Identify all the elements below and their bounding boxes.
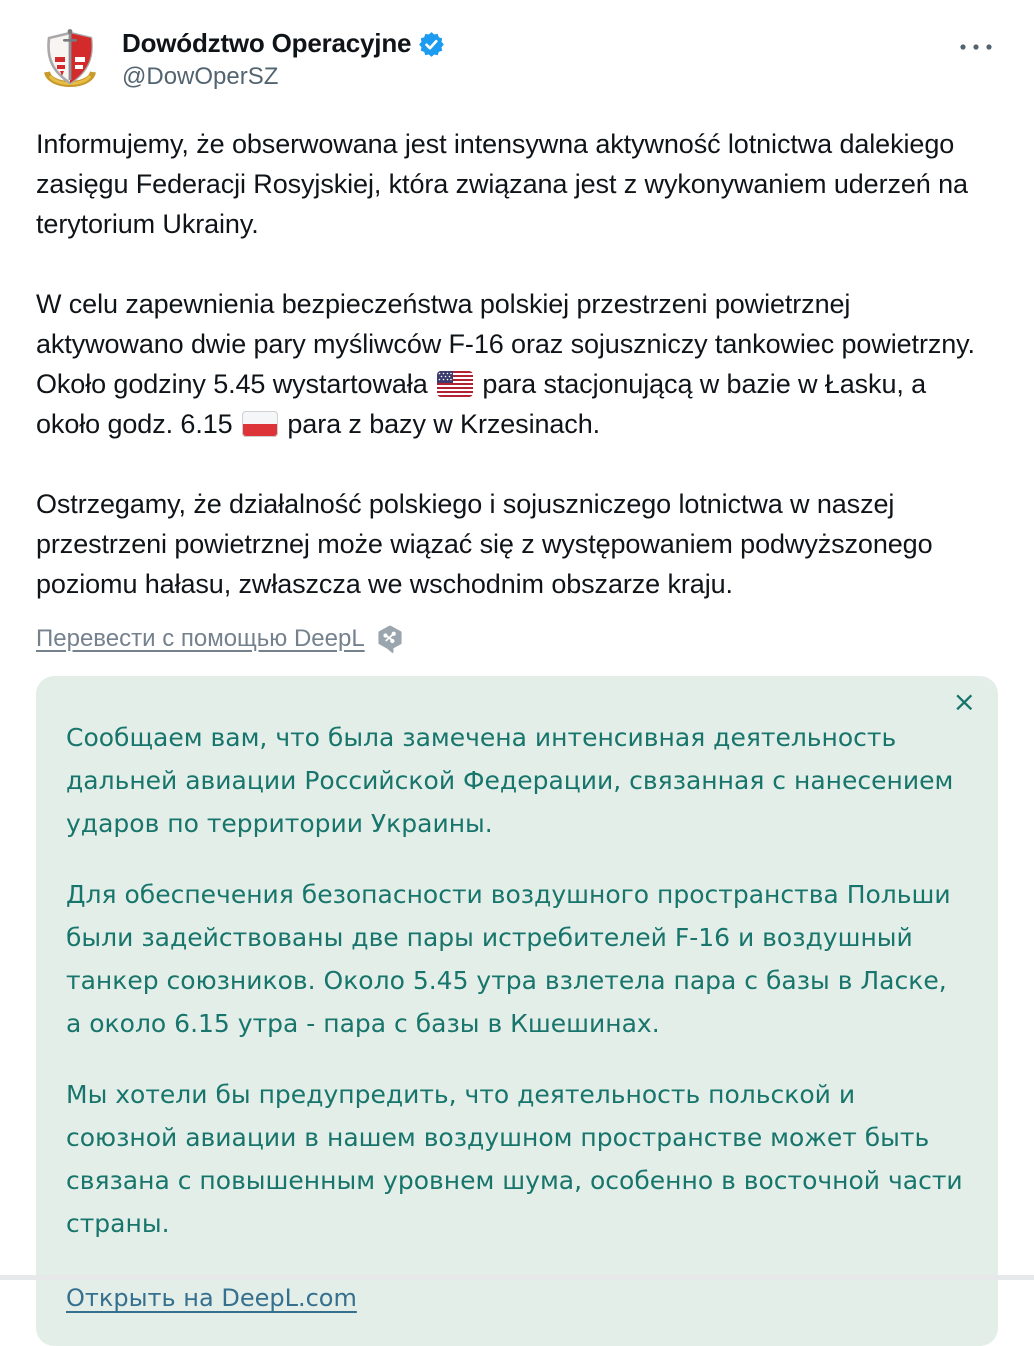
poland-flag-icon — [242, 411, 278, 437]
tweet-paragraph-3: Ostrzegamy, że działalność polskiego i sojuszniczego lotnictwa w naszej przestrzeni powietrznej może wiązać się z występowaniem podwyższonego poziomu hałasu, zwłaszcza we wschodnim obszarze kraju. — [36, 489, 933, 599]
tweet-paragraph-2 — [36, 284, 976, 444]
translation-paragraph-3: Мы хотели бы предупредить, что деятельность польской и союзной авиации в нашем воздушном пространстве может быть связана с повышенным уровнем шума, особенно в восточной части страны. — [66, 1080, 963, 1238]
author-names — [122, 26, 445, 91]
translate-with-deepl-link[interactable]: Перевести с помощью DeepL — [36, 625, 365, 652]
author-name-row[interactable] — [122, 28, 445, 59]
more-button[interactable] — [954, 36, 998, 59]
author-display-name: Dowództwo Operacyjne — [122, 28, 412, 58]
translation-paragraph-1: Сообщаем вам, что была замечена интенсивная деятельность дальней авиации Российской Федерации, связанная с нанесением ударов по территории Украины. — [66, 723, 954, 838]
tweet-header — [36, 26, 998, 94]
translation-card — [36, 676, 998, 1346]
translate-row — [36, 624, 998, 654]
verified-badge-icon — [418, 31, 445, 58]
tweet-paragraph-2-segment: para z bazy w Krzesinach. — [287, 409, 601, 439]
more-icon — [958, 42, 994, 52]
military-crest-icon — [36, 26, 104, 94]
close-icon[interactable]: × — [952, 685, 976, 718]
author-handle[interactable]: @DowOperSZ — [122, 63, 279, 90]
tweet-paragraph-2-segment: para stacjonującą w bazie w Łasku, a około godz. 6.15 — [36, 369, 927, 439]
tweet-paragraph-2-segment: W celu zapewnienia bezpieczeństwa polskiej przestrzeni powietrznej aktywowano dwie pary myśliwców F-16 oraz sojuszniczy tankowiec powietrzny. Około godziny 5.45 wystartowała — [36, 289, 975, 399]
bottom-edge-divider — [0, 1275, 1034, 1280]
open-on-deepl-link[interactable]: Открыть на DeepL.com — [66, 1284, 357, 1312]
tweet-paragraph-1: Informujemy, że obserwowana jest intensywna aktywność lotnictwa dalekiego zasięgu Federacji Rosyjskiej, która związana jest z wykonywaniem uderzeń na terytorium Ukrainy. — [36, 129, 968, 239]
us-flag-icon — [437, 371, 473, 397]
tweet-text — [36, 124, 976, 604]
avatar[interactable] — [36, 26, 104, 94]
translation-paragraph-2: Для обеспечения безопасности воздушного пространства Польши были задействованы две пары истребителей F-16 и воздушный танкер союзников. Около 5.45 утра взлетела пара с базы в Ласке, а около 6.15 утра - пара с базы в Кшешинах. — [66, 880, 951, 1038]
deepl-logo-icon — [375, 624, 405, 654]
